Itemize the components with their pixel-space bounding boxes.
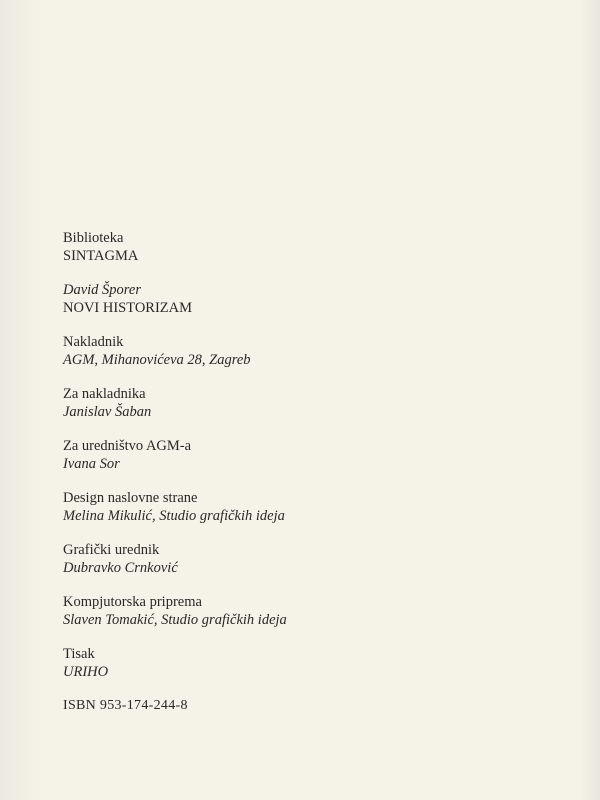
author-name: David Šporer (63, 282, 141, 298)
colophon-block-for-publisher (63, 385, 543, 421)
print-value: URIHO (63, 664, 109, 680)
for-publisher-value: Janislav Šaban (63, 404, 152, 420)
editorial-label: Za uredništvo AGM-a (63, 438, 192, 454)
graphic-editor-label: Grafički urednik (63, 542, 160, 558)
book-title: NOVI HISTORIZAM (63, 300, 193, 316)
publisher-value: AGM, Mihanovićeva 28, Zagreb (63, 352, 251, 368)
colophon-block-graphic-editor (63, 541, 543, 577)
cover-design-value: Melina Mikulić, Studio grafičkih ideja (63, 508, 285, 524)
colophon-block-isbn (63, 697, 543, 715)
isbn-number: ISBN 953-174-244-8 (63, 698, 188, 713)
publisher-label: Nakladnik (63, 334, 124, 350)
series-label: Biblioteka (63, 230, 124, 246)
graphic-editor-value: Dubravko Crnković (63, 560, 178, 576)
typesetting-label: Kompjutorska priprema (63, 594, 202, 610)
for-publisher-label: Za nakladnika (63, 386, 146, 402)
cover-design-label: Design naslovne strane (63, 490, 198, 506)
series-name: SINTAGMA (63, 248, 139, 264)
editorial-value: Ivana Sor (63, 456, 120, 472)
colophon-block-cover-design (63, 489, 543, 525)
colophon-block-typesetting (63, 593, 543, 629)
colophon-block-author-title (63, 281, 543, 317)
print-label: Tisak (63, 646, 95, 662)
colophon-block-print (63, 645, 543, 681)
colophon-block-editorial (63, 437, 543, 473)
typesetting-value: Slaven Tomakić, Studio grafičkih ideja (63, 612, 287, 628)
colophon (63, 229, 543, 731)
colophon-block-publisher (63, 333, 543, 369)
colophon-block-series (63, 229, 543, 265)
